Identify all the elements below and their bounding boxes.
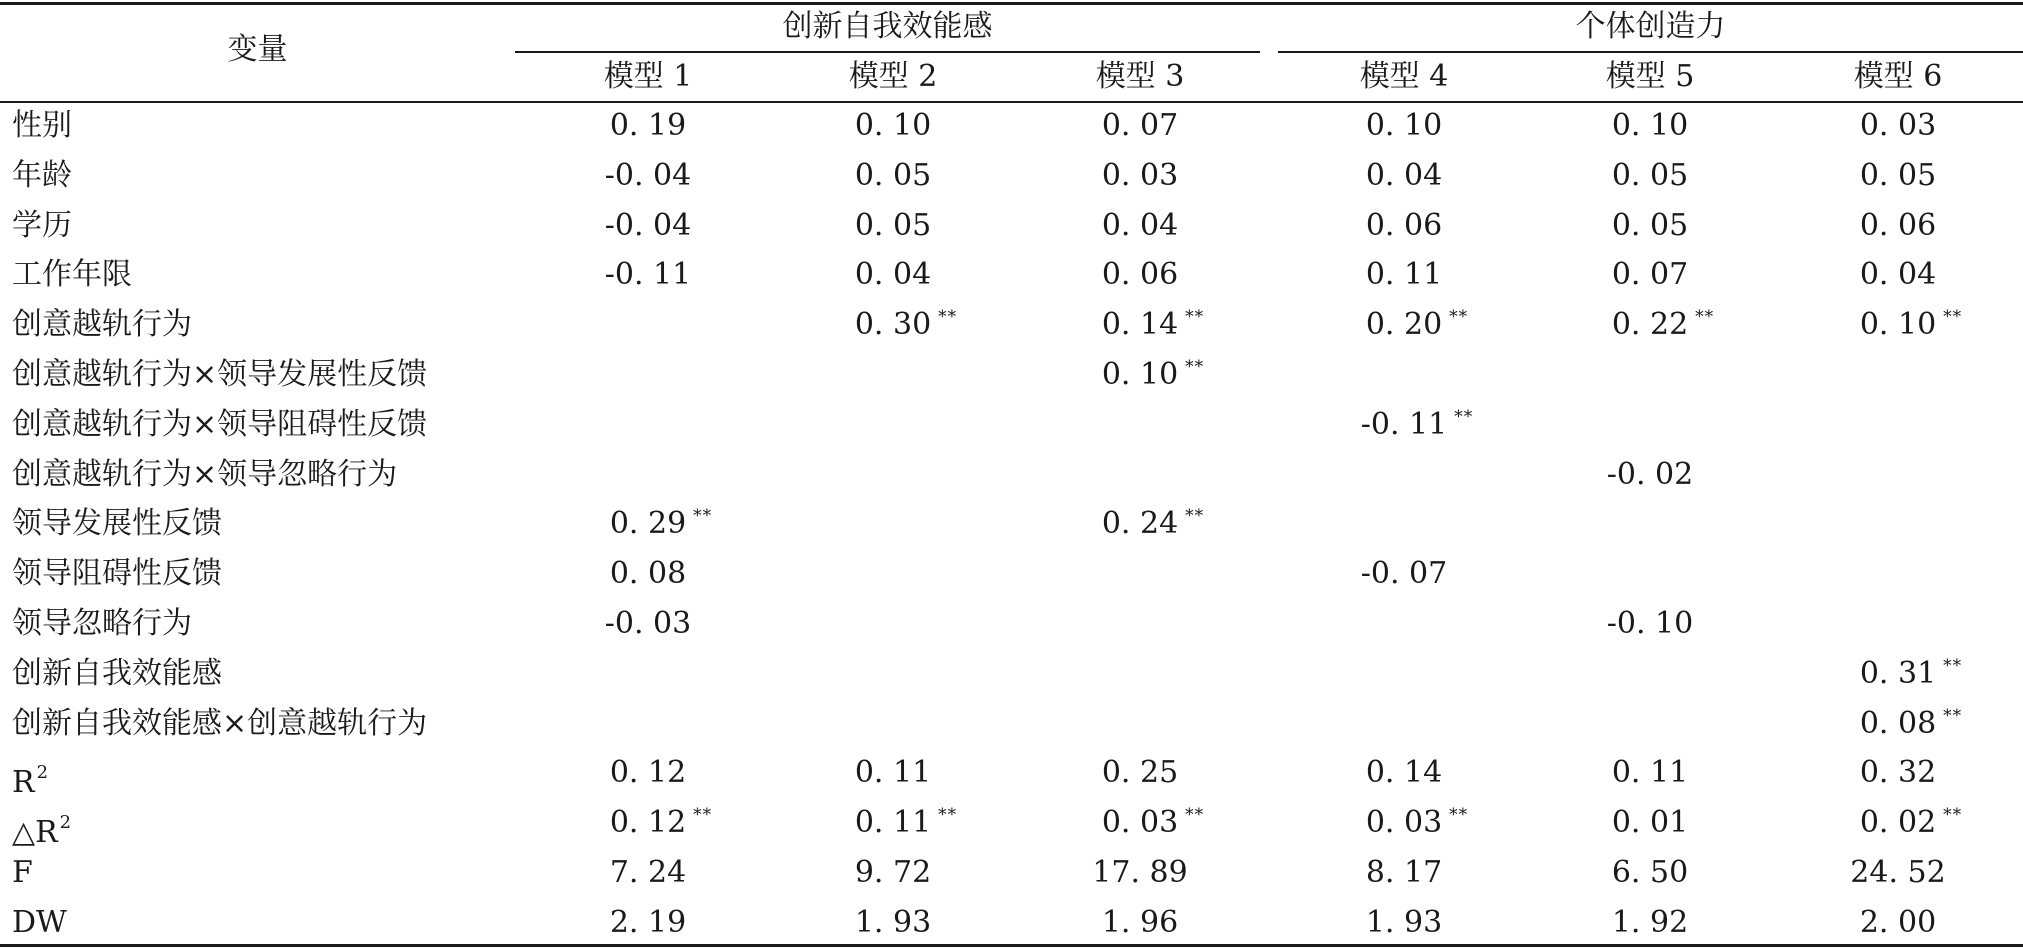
table-cell (1289, 848, 1519, 898)
cell-value (610, 748, 686, 798)
row-label (12, 300, 192, 350)
significance-marker: ** (1185, 506, 1205, 527)
cell-value (854, 300, 958, 350)
table-cell (1783, 250, 2013, 300)
table-cell (1783, 151, 2013, 201)
table-cell (533, 250, 763, 300)
coefficient-value: 0. 05 (854, 207, 932, 243)
row-label-text: 创意越轨行为×领导发展性反馈 (12, 357, 428, 392)
table-cell (533, 848, 763, 898)
row-label (12, 400, 427, 450)
cell-value (855, 201, 931, 251)
table-cell (1783, 748, 2013, 798)
table-cell (1535, 201, 1765, 251)
significance-marker: ** (1943, 655, 1963, 676)
row-label (12, 250, 132, 300)
table-cell (533, 549, 763, 599)
cell-value (1860, 201, 1936, 251)
coefficient-value: 0. 07 (1101, 108, 1179, 143)
row-label-text: 学历 (12, 207, 72, 243)
coefficient-value: 9. 72 (854, 855, 932, 890)
row-label (12, 101, 72, 151)
table-cell (1783, 300, 2013, 350)
table-cell (778, 250, 1008, 300)
coefficient-value: 0. 11 (854, 755, 932, 791)
cell-value (610, 848, 686, 898)
model-header-4: 模型 4 (1359, 59, 1449, 94)
row-label (12, 549, 222, 599)
cell-value (1366, 250, 1442, 300)
table-cell (1289, 151, 1519, 201)
cell-value (1360, 400, 1474, 450)
cell-value (854, 798, 958, 848)
cell-value (855, 848, 931, 898)
cell-value (1101, 300, 1205, 350)
significance-marker: ** (693, 805, 713, 826)
coefficient-value: -0. 04 (604, 207, 692, 243)
row-label-text: 年龄 (12, 157, 72, 193)
cell-value (1101, 499, 1205, 549)
coefficient-value: 0. 04 (854, 257, 932, 293)
table-cell (533, 101, 763, 151)
cell-value (610, 101, 686, 151)
cell-value (605, 151, 691, 201)
cell-value (1860, 250, 1936, 300)
row-label-text: 领导阻碍性反馈 (12, 556, 222, 592)
coefficient-value: 0. 05 (1859, 157, 1937, 193)
table-cell (1289, 400, 1519, 450)
table-cell (1025, 300, 1255, 350)
row-label-text: 创新自我效能感×创意越轨行为 (12, 705, 428, 741)
coefficient-value: -0. 11 (604, 257, 692, 293)
cell-value (1366, 848, 1442, 898)
significance-marker: ** (1449, 805, 1469, 826)
significance-marker: ** (1943, 705, 1963, 726)
coefficient-value: 0. 11 (854, 805, 932, 841)
group2-header: 个体创造力 (1575, 9, 1726, 44)
coefficient-value: 0. 03 (1859, 108, 1937, 143)
coefficient-value: 0. 06 (1859, 207, 1937, 243)
cell-value (855, 101, 931, 151)
model-header-6: 模型 6 (1853, 59, 1943, 94)
coefficient-value: 0. 11 (1611, 755, 1689, 791)
table-cell (533, 499, 763, 549)
cell-value (1607, 450, 1693, 500)
coefficient-value: 6. 50 (1611, 855, 1689, 890)
table-cell (778, 300, 1008, 350)
coefficient-value: 0. 08 (1859, 705, 1937, 741)
row-label (12, 699, 427, 749)
table-cell (1289, 201, 1519, 251)
coefficient-value: 0. 04 (1365, 157, 1443, 193)
coefficient-value: 0. 03 (1101, 805, 1179, 841)
cell-value (605, 599, 691, 649)
row-label (12, 798, 72, 851)
table-cell (1289, 250, 1519, 300)
significance-marker: ** (1943, 805, 1963, 826)
table-cell (1025, 101, 1255, 151)
coefficient-value: 0. 12 (609, 755, 687, 791)
table-cell (1025, 848, 1255, 898)
cell-value (1102, 748, 1178, 798)
coefficient-value: 0. 05 (1611, 157, 1689, 193)
model-header-3: 模型 3 (1095, 59, 1185, 94)
coefficient-value: 0. 10 (1611, 108, 1689, 143)
significance-marker: ** (1449, 307, 1469, 328)
cell-value (610, 898, 686, 948)
coefficient-value: 0. 03 (1365, 805, 1443, 841)
table-cell (1289, 898, 1519, 948)
cell-value (1366, 151, 1442, 201)
table-cell (533, 898, 763, 948)
significance-marker: ** (1943, 307, 1963, 328)
coefficient-value: 0. 10 (854, 108, 932, 143)
coefficient-value: 0. 14 (1101, 307, 1179, 343)
table-cell (778, 748, 1008, 798)
cell-value (609, 499, 713, 549)
coefficient-value: 0. 02 (1859, 805, 1937, 841)
coefficient-value: 17. 89 (1092, 855, 1188, 890)
table-cell (1025, 250, 1255, 300)
cell-value (1612, 848, 1688, 898)
table-cell (1025, 350, 1255, 400)
coefficient-value: -0. 11 (1360, 406, 1448, 442)
coefficient-value: 0. 20 (1365, 307, 1443, 343)
significance-marker: ** (938, 805, 958, 826)
table-cell (1535, 151, 1765, 201)
table-cell (533, 151, 763, 201)
cell-value (855, 250, 931, 300)
cell-value (1612, 798, 1688, 848)
cell-value (605, 201, 691, 251)
table-cell (1783, 699, 2013, 749)
table-cell (1289, 101, 1519, 151)
table-cell (1535, 300, 1765, 350)
cell-value (1612, 748, 1688, 798)
cell-value (1366, 101, 1442, 151)
row-label-text: 性别 (12, 108, 72, 143)
table-cell (533, 748, 763, 798)
coefficient-value: 24. 52 (1850, 855, 1946, 890)
table-cell (1535, 748, 1765, 798)
row-label-text: 创新自我效能感 (12, 655, 222, 691)
cell-value (1612, 250, 1688, 300)
table-cell (1535, 450, 1765, 500)
significance-marker: ** (1185, 357, 1205, 377)
row-label-text: 工作年限 (12, 257, 132, 293)
table-cell (1025, 151, 1255, 201)
table-cell (778, 798, 1008, 848)
coefficient-value: 0. 22 (1611, 307, 1689, 343)
cell-value (1102, 201, 1178, 251)
table-cell (1025, 898, 1255, 948)
table-cell (1783, 101, 2013, 151)
row-label-superscript: 2 (59, 812, 72, 834)
cell-value (1102, 151, 1178, 201)
cell-value (1860, 151, 1936, 201)
table-cell (1025, 201, 1255, 251)
significance-marker: ** (1185, 307, 1205, 328)
model-header-5: 模型 5 (1605, 59, 1695, 94)
table-cell (778, 898, 1008, 948)
coefficient-value: 0. 06 (1101, 257, 1179, 293)
cell-value (1102, 101, 1178, 151)
row-label-text: F (12, 855, 33, 890)
coefficient-value: 0. 31 (1859, 655, 1937, 691)
coefficient-value: 2. 00 (1859, 904, 1937, 940)
coefficient-value: 0. 07 (1611, 257, 1689, 293)
coefficient-value: 0. 19 (609, 108, 687, 143)
table-cell (1535, 898, 1765, 948)
coefficient-value: 0. 24 (1101, 506, 1179, 542)
cell-value (1612, 201, 1688, 251)
table-cell (1535, 599, 1765, 649)
row-label-text: R (12, 765, 35, 801)
table-cell (1289, 748, 1519, 798)
cell-value (1859, 699, 1963, 749)
coefficient-value: 8. 17 (1365, 855, 1443, 890)
cell-value (1102, 898, 1178, 948)
table-cell (1783, 798, 2013, 848)
coefficient-value: 0. 03 (1101, 157, 1179, 193)
significance-marker: ** (938, 307, 958, 328)
variable-header: 变量 (227, 32, 288, 67)
table-cell (533, 798, 763, 848)
coefficient-value: 0. 10 (1859, 307, 1937, 343)
table-cell (778, 201, 1008, 251)
cell-value (1860, 898, 1936, 948)
cell-value (1366, 201, 1442, 251)
cell-value (1859, 300, 1963, 350)
table-cell (1783, 898, 2013, 948)
cell-value (1860, 101, 1936, 151)
table-cell (778, 848, 1008, 898)
coefficient-value: 0. 04 (1101, 207, 1179, 243)
table-cell (533, 599, 763, 649)
significance-marker: ** (1454, 406, 1474, 427)
model-header-1: 模型 1 (603, 59, 693, 94)
coefficient-value: -0. 03 (604, 606, 692, 641)
cell-value (1092, 848, 1187, 898)
cell-value (1365, 798, 1469, 848)
row-label-text: 领导忽略行为 (12, 606, 192, 641)
coefficient-value: 0. 32 (1859, 755, 1937, 791)
cell-value (1102, 250, 1178, 300)
coefficient-value: 0. 30 (854, 307, 932, 343)
table-cell (533, 201, 763, 251)
row-label (12, 748, 49, 801)
table-cell (1535, 250, 1765, 300)
cell-value (1612, 151, 1688, 201)
table-cell (1289, 798, 1519, 848)
coefficient-value: 1. 92 (1611, 904, 1689, 940)
cell-value (1366, 898, 1442, 948)
coefficient-value: 0. 12 (609, 805, 687, 841)
table-cell (778, 101, 1008, 151)
cell-value (609, 798, 713, 848)
cell-value (1101, 350, 1205, 400)
coefficient-value: 1. 93 (854, 904, 932, 940)
cell-value (1365, 300, 1469, 350)
coefficient-value: 0. 10 (1101, 357, 1179, 392)
coefficient-value: -0. 04 (604, 157, 692, 193)
significance-marker: ** (693, 506, 713, 527)
row-label (12, 499, 222, 549)
table-cell (1783, 201, 2013, 251)
row-label (12, 649, 222, 699)
row-label-superscript: 2 (36, 762, 49, 784)
row-label (12, 848, 33, 898)
table-cell (1025, 798, 1255, 848)
cell-value (1101, 798, 1205, 848)
cell-value (605, 250, 691, 300)
row-label (12, 599, 192, 649)
cell-value (1366, 748, 1442, 798)
cell-value (1850, 848, 1945, 898)
cell-value (855, 748, 931, 798)
coefficient-value: 7. 24 (609, 855, 687, 890)
cell-value (1859, 798, 1963, 848)
table-cell (1783, 848, 2013, 898)
cell-value (1361, 549, 1447, 599)
cell-value (1607, 599, 1693, 649)
table-cell (1535, 798, 1765, 848)
table-cell (1289, 549, 1519, 599)
table-cell (1535, 848, 1765, 898)
coefficient-value: -0. 07 (1360, 556, 1448, 592)
table-cell (1289, 300, 1519, 350)
group1-header: 创新自我效能感 (782, 9, 993, 44)
cell-value (1611, 300, 1715, 350)
table-cell (1025, 748, 1255, 798)
coefficient-value: 0. 10 (1365, 108, 1443, 143)
coefficient-value: 0. 25 (1101, 755, 1179, 791)
row-label-text: 创意越轨行为×领导阻碍性反馈 (12, 406, 428, 442)
table-cell (1783, 649, 2013, 699)
cell-value (1612, 898, 1688, 948)
table-cell (778, 151, 1008, 201)
row-label (12, 450, 397, 500)
row-label-text: DW (12, 904, 67, 940)
row-label (12, 151, 72, 201)
table-cell (1535, 101, 1765, 151)
coefficient-value: 0. 08 (609, 556, 687, 592)
row-label-text: 领导发展性反馈 (12, 506, 222, 542)
coefficient-value: 0. 11 (1365, 257, 1443, 293)
coefficient-value: 1. 93 (1365, 904, 1443, 940)
coefficient-value: -0. 10 (1606, 606, 1694, 641)
coefficient-value: 0. 06 (1365, 207, 1443, 243)
cell-value (1612, 101, 1688, 151)
coefficient-value: 0. 01 (1611, 805, 1689, 841)
table-cell (1025, 499, 1255, 549)
significance-marker: ** (1185, 805, 1205, 826)
coefficient-value: 0. 14 (1365, 755, 1443, 791)
coefficient-value: 0. 05 (854, 157, 932, 193)
cell-value (855, 151, 931, 201)
row-label (12, 898, 67, 948)
coefficient-value: 0. 05 (1611, 207, 1689, 243)
significance-marker: ** (1695, 307, 1715, 328)
coefficient-value: 2. 19 (609, 904, 687, 940)
coefficient-value: 0. 04 (1859, 257, 1937, 293)
model-header-2: 模型 2 (848, 59, 938, 94)
cell-value (610, 549, 686, 599)
row-label-text: 创意越轨行为 (12, 307, 192, 343)
coefficient-value: -0. 02 (1606, 456, 1694, 492)
row-label-text: △R (12, 815, 58, 851)
row-label (12, 201, 72, 251)
cell-value (855, 898, 931, 948)
coefficient-value: 1. 96 (1101, 904, 1179, 940)
row-label (12, 350, 427, 400)
coefficient-value: 0. 29 (609, 506, 687, 542)
cell-value (1859, 649, 1963, 699)
cell-value (1860, 748, 1936, 798)
row-label-text: 创意越轨行为×领导忽略行为 (12, 456, 398, 492)
